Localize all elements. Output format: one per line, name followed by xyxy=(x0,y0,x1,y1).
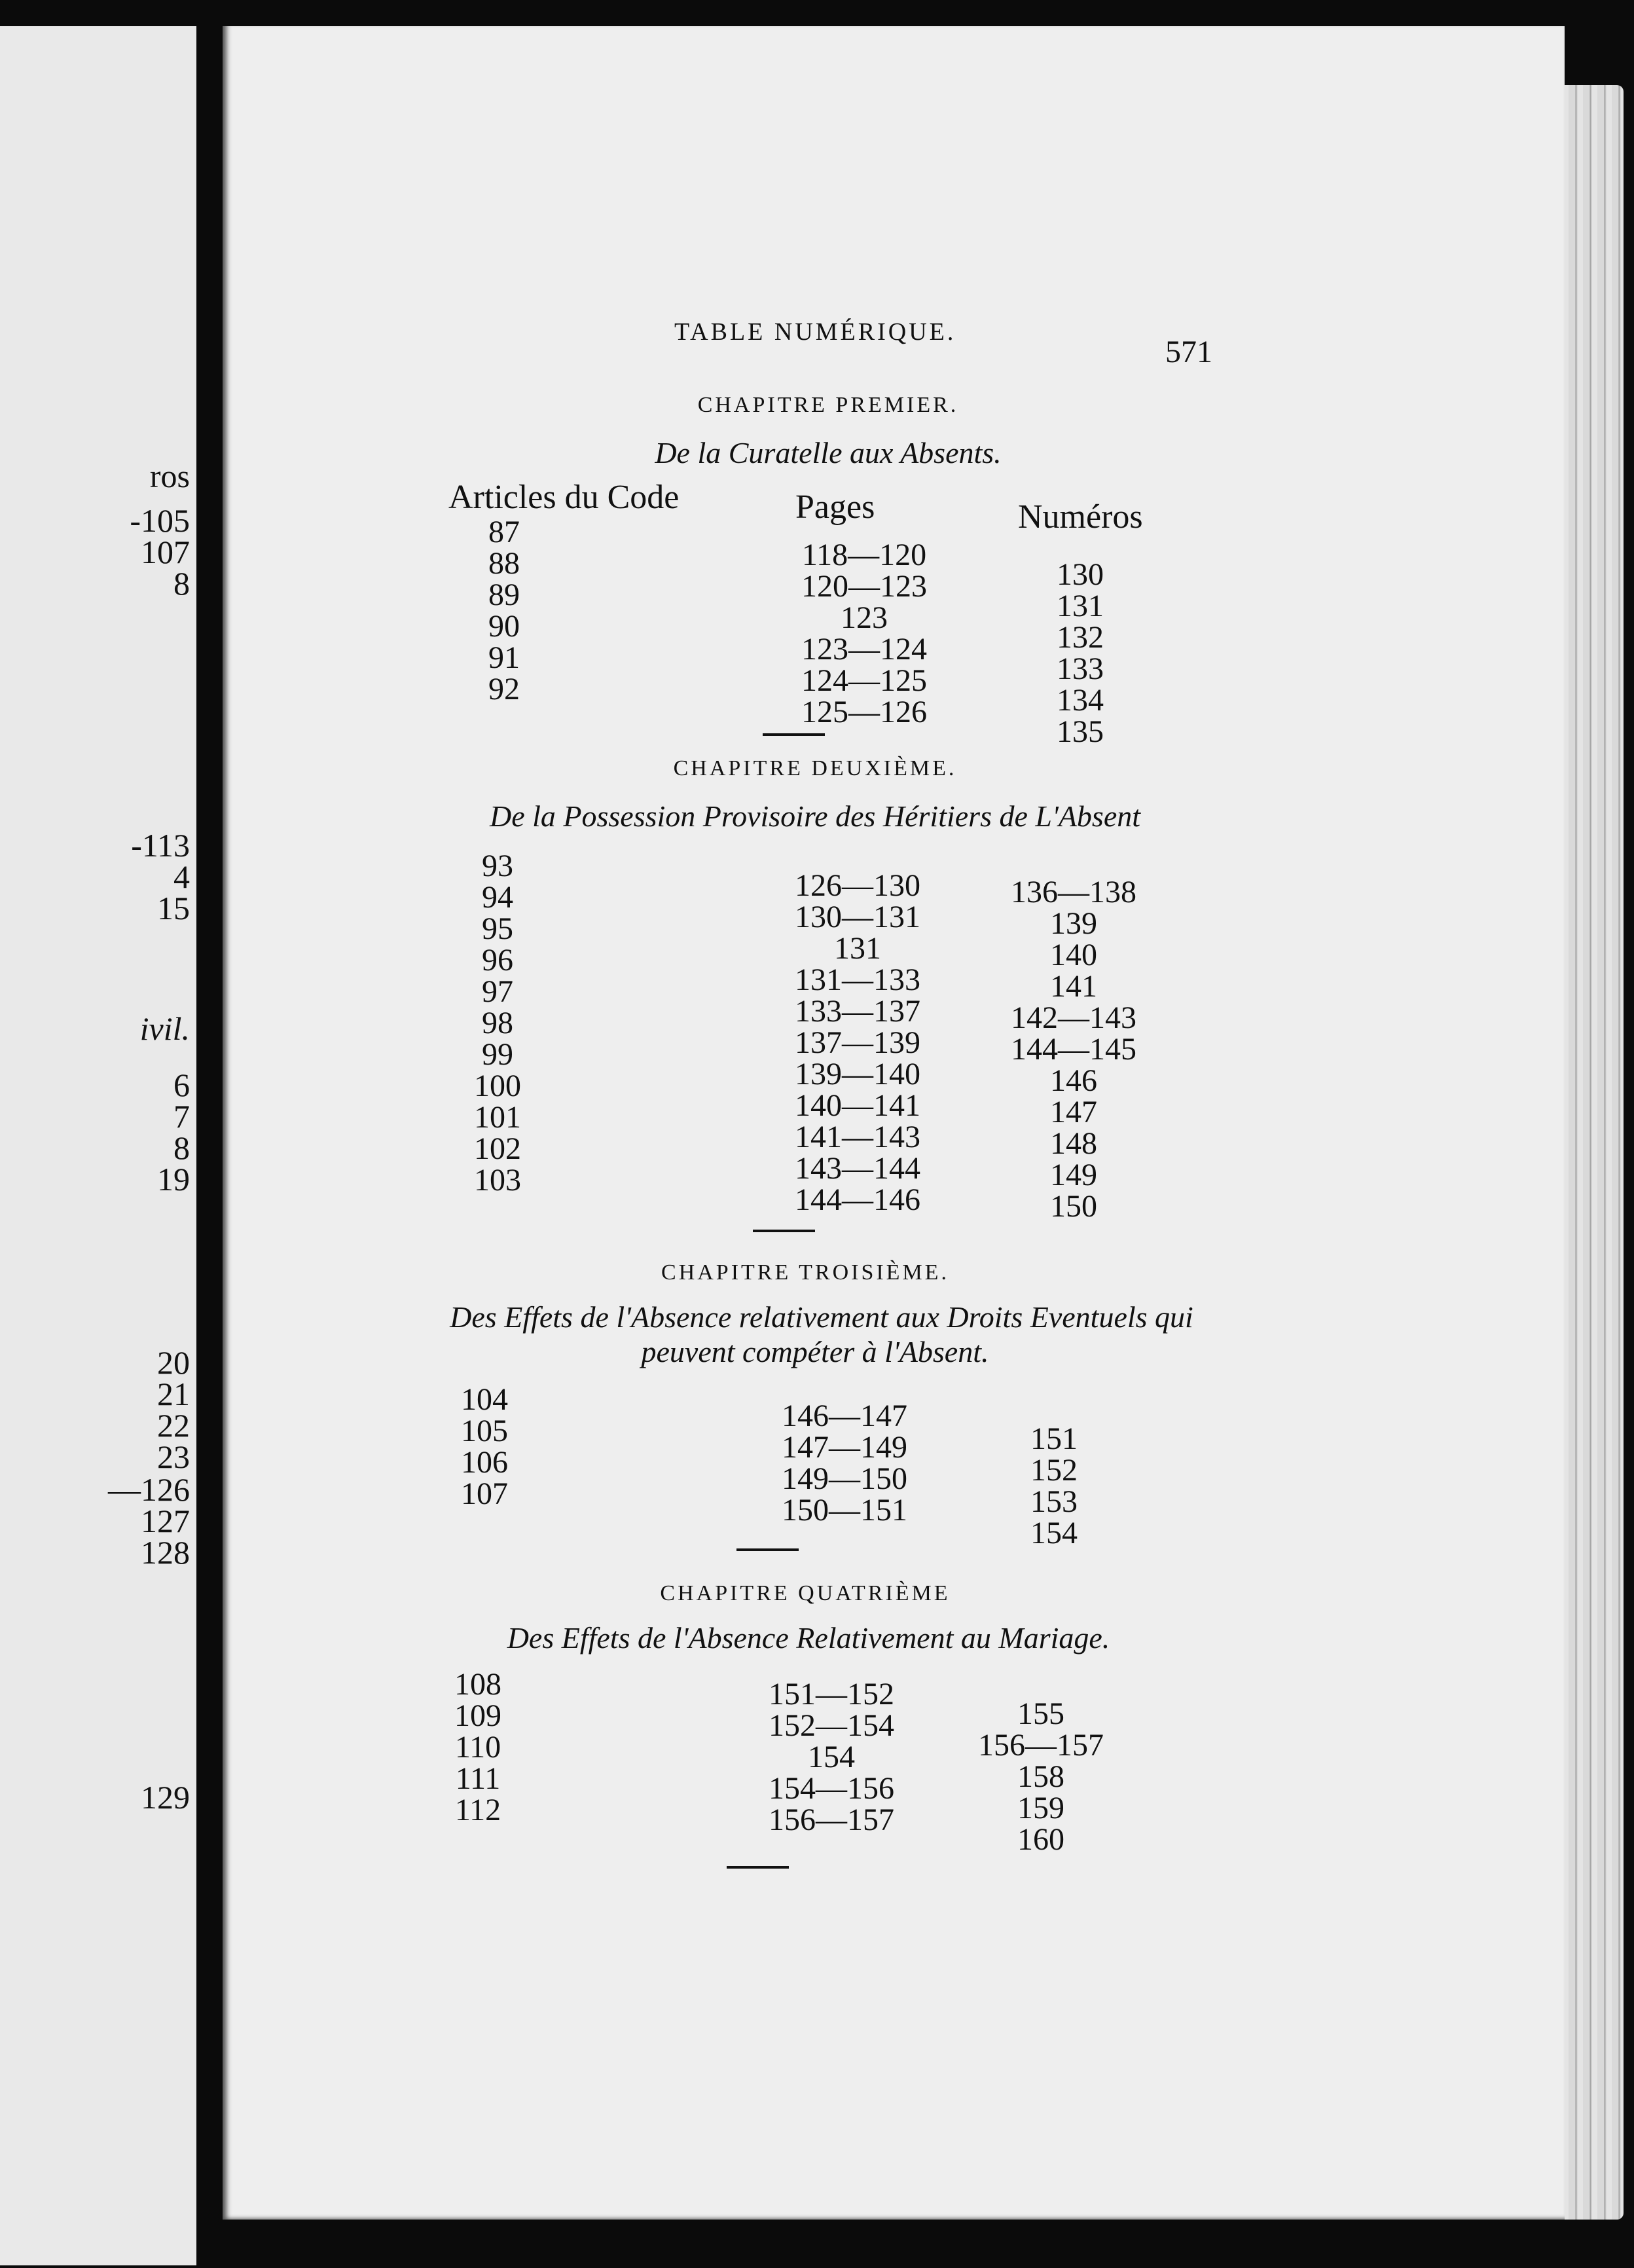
numero-cell: 150 xyxy=(1050,1189,1097,1224)
left-fragment: 127 xyxy=(141,1503,190,1539)
numero-cell: 146 xyxy=(1050,1063,1097,1098)
numero-cell: 131 xyxy=(1057,589,1104,623)
article-number-cell: 102 xyxy=(474,1131,521,1166)
numero-cell: 151 xyxy=(1030,1421,1078,1456)
article-number-cell: 90 xyxy=(488,609,520,644)
article-number-cell: 89 xyxy=(488,577,520,612)
pages-cell: 131—133 xyxy=(795,962,920,997)
pages-cell: 131 xyxy=(834,931,881,966)
article-number-cell: 103 xyxy=(474,1163,521,1198)
pages-cell: 125—126 xyxy=(801,695,927,729)
article-number-cell: 111 xyxy=(455,1761,501,1796)
pages-cell: 123 xyxy=(841,600,888,635)
article-number-cell: 87 xyxy=(488,515,520,549)
numero-cell: 147 xyxy=(1050,1095,1097,1129)
pages-cell: 144—146 xyxy=(795,1182,920,1217)
running-head: TABLE NUMÉRIQUE. xyxy=(674,318,956,346)
page-number: 571 xyxy=(1165,335,1212,369)
left-fragment: ivil. xyxy=(139,1010,190,1047)
chapter-subtitle: De la Possession Provisoire des Héritiers de L'Absent xyxy=(489,799,1141,833)
pages-cell: 118—120 xyxy=(801,538,927,572)
pages-cell: 152—154 xyxy=(769,1708,894,1743)
article-number-cell: 96 xyxy=(482,943,513,978)
left-fragment: 107 xyxy=(141,534,190,570)
numero-cell: 144—145 xyxy=(1011,1032,1136,1067)
pages-cell: 149—150 xyxy=(782,1461,907,1496)
pages-cell: 123—124 xyxy=(801,632,927,667)
left-fragment: ros xyxy=(149,458,190,494)
chapter-subtitle: Des Effets de l'Absence relativement aux Droits Eventuels qui xyxy=(450,1300,1193,1334)
left-fragment: 128 xyxy=(141,1534,190,1571)
left-fragment: —126 xyxy=(108,1471,190,1508)
column-header-articles: Articles du Code xyxy=(448,479,680,516)
numero-cell: 139 xyxy=(1050,906,1097,941)
left-fragment: 129 xyxy=(141,1779,190,1816)
pages-cell: 130—131 xyxy=(795,900,920,934)
pages-cell: 146—147 xyxy=(782,1399,907,1433)
article-number-cell: 88 xyxy=(488,546,520,581)
numero-cell: 153 xyxy=(1030,1484,1078,1519)
left-fragment: 8 xyxy=(173,1129,190,1166)
book-page xyxy=(223,26,1565,2220)
chapter-title: CHAPITRE QUATRIÈME xyxy=(660,1581,951,1605)
article-number-cell: 105 xyxy=(461,1414,508,1448)
section-rule xyxy=(727,1866,789,1869)
numero-cell: 154 xyxy=(1030,1516,1078,1550)
article-number-cell: 106 xyxy=(461,1445,508,1480)
chapter-subtitle: Des Effets de l'Absence Relativement au Mariage. xyxy=(507,1621,1110,1655)
numero-cell: 160 xyxy=(1017,1822,1064,1857)
numero-cell: 135 xyxy=(1057,714,1104,749)
pages-cell: 154—156 xyxy=(769,1771,894,1806)
section-rule xyxy=(736,1548,799,1551)
pages-cell: 133—137 xyxy=(795,994,920,1029)
numero-cell: 133 xyxy=(1057,651,1104,686)
chapter-title: CHAPITRE PREMIER. xyxy=(697,393,959,417)
numero-cell: 141 xyxy=(1050,969,1097,1004)
article-number-cell: 107 xyxy=(461,1476,508,1511)
left-fragment: 23 xyxy=(157,1438,190,1475)
numero-cell: 155 xyxy=(1017,1696,1064,1731)
article-number-cell: 109 xyxy=(454,1698,501,1733)
article-number-cell: 100 xyxy=(474,1069,521,1103)
chapter-title: CHAPITRE TROISIÈME. xyxy=(661,1260,949,1285)
numero-cell: 158 xyxy=(1017,1759,1064,1794)
pages-cell: 120—123 xyxy=(801,569,927,604)
pages-cell: 137—139 xyxy=(795,1025,920,1060)
pages-cell: 147—149 xyxy=(782,1430,907,1465)
left-fragment: 19 xyxy=(157,1161,190,1198)
article-number-cell: 92 xyxy=(488,672,520,706)
pages-cell: 140—141 xyxy=(795,1088,920,1123)
left-fragment: 8 xyxy=(173,565,190,602)
left-fragment: 20 xyxy=(157,1344,190,1381)
article-number-cell: 104 xyxy=(461,1382,508,1417)
numero-cell: 159 xyxy=(1017,1791,1064,1825)
numero-cell: 149 xyxy=(1050,1158,1097,1192)
pages-cell: 124—125 xyxy=(801,663,927,698)
chapter-subtitle-continued: peuvent compéter à l'Absent. xyxy=(641,1335,989,1368)
left-fragment: -113 xyxy=(131,827,190,864)
article-number-cell: 91 xyxy=(488,640,520,675)
numero-cell: 136—138 xyxy=(1011,875,1136,909)
left-facing-page xyxy=(0,26,196,2265)
article-number-cell: 93 xyxy=(482,849,513,883)
chapter-title: CHAPITRE DEUXIÈME. xyxy=(673,756,957,780)
numero-cell: 148 xyxy=(1050,1126,1097,1161)
article-number-cell: 101 xyxy=(474,1100,521,1135)
pages-cell: 154 xyxy=(808,1740,855,1774)
article-number-cell: 99 xyxy=(482,1037,513,1072)
column-header-pages: Pages xyxy=(795,488,875,526)
article-number-cell: 108 xyxy=(454,1667,501,1702)
article-number-cell: 112 xyxy=(454,1793,501,1827)
numero-cell: 152 xyxy=(1030,1453,1078,1488)
numero-cell: 156—157 xyxy=(978,1728,1104,1763)
pages-cell: 141—143 xyxy=(795,1120,920,1154)
section-rule xyxy=(753,1230,815,1232)
article-number-cell: 110 xyxy=(454,1730,501,1765)
left-fragment: 21 xyxy=(157,1376,190,1412)
left-fragment: 6 xyxy=(173,1067,190,1103)
pages-cell: 150—151 xyxy=(782,1493,907,1527)
column-header-numeros: Numéros xyxy=(1018,498,1143,536)
article-number-cell: 94 xyxy=(482,880,513,915)
article-number-cell: 98 xyxy=(482,1006,513,1040)
section-rule xyxy=(763,733,825,736)
numero-cell: 134 xyxy=(1057,683,1104,718)
pages-cell: 126—130 xyxy=(795,868,920,903)
numero-cell: 142—143 xyxy=(1011,1000,1136,1035)
pages-cell: 156—157 xyxy=(769,1802,894,1837)
numero-cell: 140 xyxy=(1050,938,1097,972)
numero-cell: 132 xyxy=(1057,620,1104,655)
article-number-cell: 95 xyxy=(482,911,513,946)
left-fragment: 15 xyxy=(157,890,190,926)
article-number-cell: 97 xyxy=(482,974,513,1009)
left-fragment: 4 xyxy=(173,858,190,895)
chapter-subtitle: De la Curatelle aux Absents. xyxy=(655,436,1002,469)
numero-cell: 130 xyxy=(1057,557,1104,592)
pages-cell: 151—152 xyxy=(769,1677,894,1711)
left-fragment: -105 xyxy=(130,502,190,539)
left-fragment: 22 xyxy=(157,1407,190,1444)
pages-cell: 139—140 xyxy=(795,1057,920,1091)
pages-cell: 143—144 xyxy=(795,1151,920,1186)
left-fragment: 7 xyxy=(173,1098,190,1135)
